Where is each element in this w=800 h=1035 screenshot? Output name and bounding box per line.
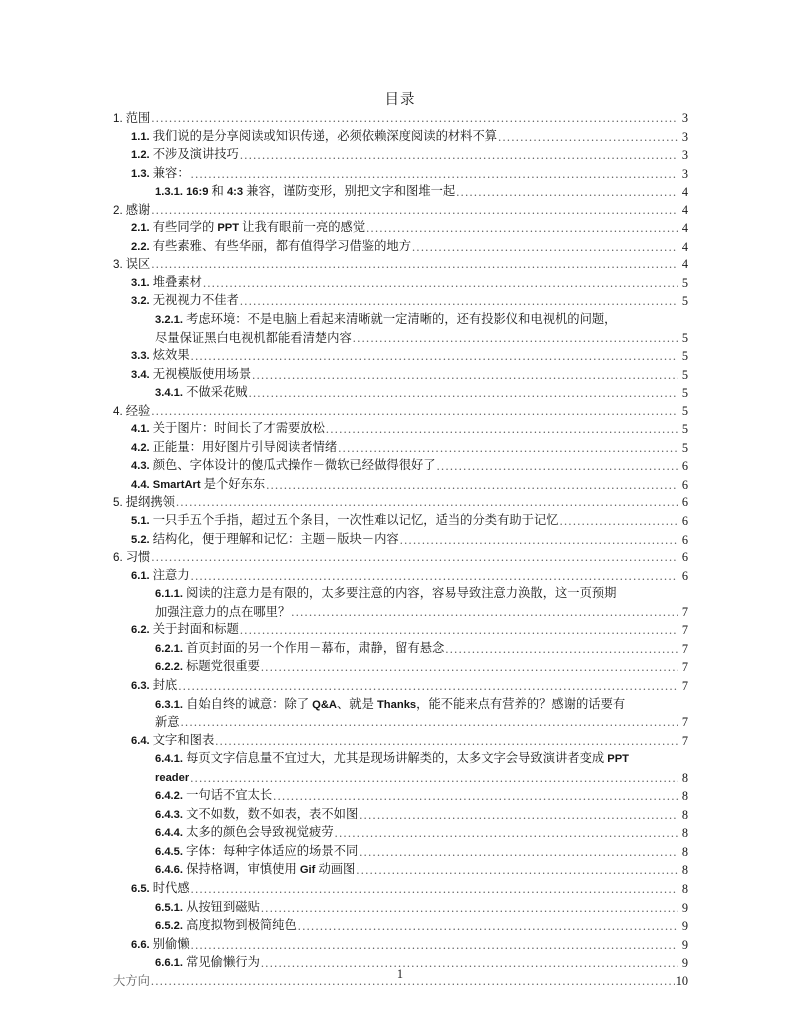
toc-page-number: 7 <box>681 604 688 619</box>
toc-entry-label <box>131 238 411 257</box>
toc-entry-number: 6.3. <box>131 679 150 692</box>
toc-page-number: 5 <box>681 367 688 382</box>
toc-page-number: 6 <box>681 495 688 510</box>
toc-entry-number: 6.6. <box>131 938 150 951</box>
toc-leader-dots <box>203 279 678 292</box>
toc-entry-number: 6. <box>113 551 123 565</box>
toc-entry[interactable] <box>131 457 688 476</box>
toc-entry-text: 注意力 <box>152 567 190 582</box>
toc-page-number: 10 <box>675 973 688 988</box>
toc-entry-number: 3.2. <box>131 295 150 308</box>
toc-entry-number: 3.2.1. <box>155 314 183 327</box>
toc-entry-number: 6.1. <box>131 569 150 582</box>
toc-entry-number: 6.2.1. <box>155 642 183 655</box>
toc-entry-label <box>155 917 297 936</box>
toc-entry-number: 2. <box>113 203 123 217</box>
toc-entry-label <box>131 128 497 147</box>
toc-entry-number: 6.6.1. <box>155 957 183 970</box>
toc-page-number: 8 <box>681 770 688 785</box>
toc-entry-number: 6.4.6. <box>155 864 183 877</box>
toc-page-number: 5 <box>681 294 688 309</box>
toc-entry-number: 6.3.1. <box>155 698 183 711</box>
toc-leader-dots <box>191 170 678 183</box>
toc-page-number: 6 <box>681 459 688 474</box>
toc-entry-text: 文不如数，数不如表，表不如图 <box>186 806 359 821</box>
toc-entry-number: 2.2. <box>131 240 150 253</box>
toc-entry-continuation <box>155 769 688 788</box>
toc-entry-text: 16:9 和 4:3 兼容，谨防变形，别把文字和图堆一起 <box>186 184 456 199</box>
toc-leader-dots <box>359 848 678 861</box>
toc-leader-dots <box>181 719 678 732</box>
toc-entry[interactable] <box>155 183 688 202</box>
toc-entry-text: reader <box>155 771 190 784</box>
toc-leader-dots <box>240 298 678 311</box>
toc-entry-number: 6.1.1. <box>155 588 183 601</box>
toc-entry[interactable] <box>131 146 688 165</box>
toc-leader-dots <box>151 407 678 420</box>
toc-entry-label <box>113 256 150 274</box>
toc-leader-dots <box>456 189 678 202</box>
toc-entry[interactable] <box>131 621 688 640</box>
toc-entry[interactable] <box>155 806 688 825</box>
toc-entry-label <box>155 843 358 862</box>
toc-entry-number: 3.3. <box>131 350 150 363</box>
toc-page-number: 8 <box>681 863 688 878</box>
toc-entry[interactable] <box>155 640 688 659</box>
toc-entry-number: 4.2. <box>131 441 150 454</box>
toc-entry-text: 堆叠素材 <box>152 274 202 289</box>
toc-page-number: 8 <box>681 826 688 841</box>
toc-leader-dots <box>191 572 678 585</box>
toc-entry-label <box>155 384 248 403</box>
toc-entry-number: 3.4.1. <box>155 387 183 400</box>
toc-leader-dots <box>412 243 678 256</box>
toc-entry[interactable] <box>113 202 688 220</box>
toc-entry-text: 封底 <box>152 677 178 692</box>
toc-page-number: 3 <box>681 166 688 181</box>
toc-entry-text: 每页文字信息量不宜过大，尤其是现场讲解类的，太多文字会导致演讲者变成 PPT <box>186 751 630 766</box>
toc-entry-number: 4.4. <box>131 478 150 491</box>
toc-leader-dots <box>338 444 678 457</box>
toc-entry-label <box>155 806 358 825</box>
toc-entry-continuation <box>155 714 688 732</box>
toc-entry-number: 6.4.5. <box>155 845 183 858</box>
toc-entry-label <box>131 512 559 531</box>
toc-entry-text: 文字和图表 <box>152 732 215 747</box>
toc-entry-continuation <box>155 604 688 622</box>
toc-page-number: 4 <box>681 221 688 236</box>
toc-entry-label <box>131 457 436 476</box>
toc-entry[interactable] <box>155 787 688 806</box>
toc-page-number: 8 <box>681 881 688 896</box>
toc-leader-dots <box>215 737 678 750</box>
toc-entry-label <box>131 165 190 184</box>
toc-entry-text: 颜色、字体设计的傻瓜式操作－微软已经做得很好了 <box>152 458 436 473</box>
table-of-contents <box>113 110 688 990</box>
toc-entry-text: 有些素雅、有些华丽，都有值得学习借鉴的地方 <box>152 238 411 253</box>
toc-entry-label <box>131 880 190 899</box>
toc-entry-number: 5.1. <box>131 515 150 528</box>
toc-entry-label <box>113 494 175 512</box>
toc-entry-number: 5. <box>113 496 123 510</box>
toc-entry-label <box>131 936 190 955</box>
toc-entry-number: 3. <box>113 258 123 272</box>
toc-entry-text: 习惯 <box>125 550 151 565</box>
toc-leader-dots <box>359 811 678 824</box>
toc-entry[interactable] <box>155 585 688 621</box>
toc-entry-label <box>113 202 150 220</box>
toc-entry-number: 3.1. <box>131 276 150 289</box>
toc-page-number: 5 <box>681 275 688 290</box>
toc-page-number: 7 <box>681 733 688 748</box>
toc-page-number: 4 <box>681 239 688 254</box>
toc-leader-dots <box>498 133 678 146</box>
toc-entry-label <box>131 732 214 751</box>
toc-entry-label <box>155 899 260 918</box>
toc-entry[interactable] <box>131 420 688 439</box>
toc-page-number: 5 <box>681 386 688 401</box>
toc-entry[interactable] <box>155 311 688 347</box>
toc-entry-text: 关于图片：时间长了才需要放松 <box>152 421 325 436</box>
page-title: 目录 <box>384 92 416 108</box>
toc-page-number: 7 <box>681 623 688 638</box>
toc-entry[interactable] <box>131 476 688 495</box>
toc-entry-number: 1.1. <box>131 130 150 143</box>
toc-entry-text: 提纲携领 <box>125 495 175 510</box>
toc-entry-number: 6.4. <box>131 734 150 747</box>
toc-entry-label <box>113 549 150 567</box>
toc-entry[interactable] <box>113 549 688 567</box>
toc-entry[interactable] <box>131 512 688 531</box>
toc-entry-label <box>155 696 688 715</box>
toc-leader-dots <box>190 774 678 787</box>
toc-entry-text: 正能量：用好图片引导阅读者情绪 <box>152 439 338 454</box>
toc-entry[interactable] <box>155 696 688 732</box>
toc-leader-dots <box>252 371 678 384</box>
toc-entry[interactable] <box>155 384 688 403</box>
toc-entry-label <box>131 476 265 495</box>
toc-leader-dots <box>366 225 678 238</box>
toc-entry-label <box>155 585 688 604</box>
toc-entry-number: 4.3. <box>131 460 150 473</box>
toc-page-number: 8 <box>681 789 688 804</box>
toc-entry-text: 标题党很重要 <box>186 659 260 674</box>
toc-entry-text: 有些同学的 PPT 让我有眼前一亮的感觉 <box>152 220 366 235</box>
toc-page-number: 6 <box>681 532 688 547</box>
toc-entry[interactable] <box>131 347 688 366</box>
toc-entry-label <box>131 439 337 458</box>
toc-entry[interactable] <box>131 531 688 550</box>
toc-leader-dots <box>151 554 678 567</box>
toc-page-number: 7 <box>681 678 688 693</box>
toc-entry-text: 高度拟物到极简纯色 <box>186 918 297 933</box>
toc-leader-dots <box>240 627 678 640</box>
toc-leader-dots <box>249 390 678 403</box>
toc-entry-text: 结构化，便于理解和记忆：主题－版块－内容 <box>152 531 399 546</box>
toc-entry[interactable] <box>155 843 688 862</box>
toc-entry-number: 6.5.1. <box>155 901 183 914</box>
toc-entry-text: 大方向 <box>113 973 150 988</box>
toc-leader-dots <box>356 867 678 880</box>
toc-entry-number: 1.3.1. <box>155 186 183 199</box>
toc-entry-text: 时代感 <box>152 880 190 895</box>
toc-leader-dots <box>273 793 678 806</box>
toc-entry[interactable] <box>155 899 688 918</box>
toc-entry-text: 无视视力不佳者 <box>152 293 239 308</box>
toc-entry-number: 6.2.2. <box>155 661 183 674</box>
toc-entry[interactable] <box>113 494 688 512</box>
toc-entry[interactable] <box>113 403 688 421</box>
toc-entry[interactable] <box>113 110 688 128</box>
toc-page-number: 8 <box>681 844 688 859</box>
toc-entry-label <box>131 292 239 311</box>
toc-entry-text: 加强注意力的点在哪里？ <box>155 604 291 619</box>
toc-entry-text: 炫效果 <box>152 348 190 363</box>
toc-entry-continuation <box>155 330 688 348</box>
toc-entry-number: 3.4. <box>131 368 150 381</box>
toc-leader-dots <box>240 152 678 165</box>
toc-page-number: 9 <box>681 956 688 971</box>
toc-entry-text: 不做采花贼 <box>186 385 248 400</box>
toc-entry-text: 误区 <box>125 257 151 272</box>
toc-entry-number: 6.5. <box>131 882 150 895</box>
toc-page-number: 6 <box>681 477 688 492</box>
toc-entry-text: 字体：每种字体适应的场景不同 <box>186 843 359 858</box>
toc-page-number: 6 <box>681 550 688 565</box>
toc-leader-dots <box>191 941 678 954</box>
toc-entry[interactable] <box>131 238 688 257</box>
toc-entry-label <box>155 824 334 843</box>
toc-entry-label <box>155 183 455 202</box>
toc-entry-label <box>131 366 251 385</box>
toc-entry-label <box>155 658 260 677</box>
toc-entry[interactable] <box>155 824 688 843</box>
toc-leader-dots <box>298 923 678 936</box>
toc-entry-text: 首页封面的另一个作用－幕布，肃静，留有悬念 <box>186 640 445 655</box>
toc-entry[interactable] <box>131 936 688 955</box>
toc-entry-number: 6.5.2. <box>155 920 183 933</box>
page-number: 1 <box>396 967 404 981</box>
toc-entry-number: 6.2. <box>131 624 150 637</box>
toc-entry-text: 太多的颜色会导致视觉疲劳 <box>186 825 334 840</box>
toc-page-number: 4 <box>681 257 688 272</box>
toc-page-number: 7 <box>681 660 688 675</box>
toc-entry-number: 6.4.1. <box>155 753 183 766</box>
toc-entry-label <box>155 861 355 880</box>
toc-page-number: 9 <box>681 900 688 915</box>
toc-entry-text: 考虑环境：不是电脑上看起来清晰就一定清晰的，还有投影仪和电视机的问题， <box>186 312 617 327</box>
toc-entry-number: 4.1. <box>131 423 150 436</box>
toc-page-number: 8 <box>681 807 688 822</box>
toc-entry-label <box>131 420 325 439</box>
toc-entry-label <box>155 311 688 330</box>
toc-entry-label <box>113 110 150 128</box>
toc-entry[interactable] <box>131 880 688 899</box>
toc-entry-number: 1. <box>113 112 123 125</box>
toc-entry-label <box>131 621 239 640</box>
toc-leader-dots <box>335 830 678 843</box>
toc-entry-label <box>131 146 239 165</box>
toc-entry[interactable] <box>131 292 688 311</box>
toc-page-number: 6 <box>681 568 688 583</box>
toc-entry-number: 1.3. <box>131 167 150 180</box>
toc-leader-dots <box>353 334 678 347</box>
toc-entry-text: 感谢 <box>125 202 151 217</box>
toc-page-number: 5 <box>681 403 688 418</box>
toc-leader-dots <box>445 645 678 658</box>
toc-page-number: 5 <box>681 440 688 455</box>
toc-entry-text: SmartArt 是个好东东 <box>152 476 266 491</box>
toc-entry-text: 尽量保证黑白电视机都能看清楚内容 <box>155 330 352 345</box>
toc-entry-number: 6.4.2. <box>155 790 183 803</box>
toc-entry-text: 阅读的注意力是有限的，太多要注意的内容，容易导致注意力涣散，这一页预期 <box>186 586 617 601</box>
toc-entry[interactable] <box>131 439 688 458</box>
toc-entry[interactable] <box>131 567 688 586</box>
toc-entry-text: 新意 <box>155 715 180 730</box>
toc-entry[interactable] <box>131 274 688 293</box>
toc-entry-number: 5.2. <box>131 533 150 546</box>
toc-leader-dots <box>291 608 678 621</box>
toc-leader-dots <box>326 426 678 439</box>
toc-leader-dots <box>176 499 678 512</box>
toc-entry-label <box>155 640 444 659</box>
toc-page-number: 6 <box>681 514 688 529</box>
toc-entry-text: 自始自终的诚意：除了 Q&A、就是 Thanks，能不能来点有营养的？感谢的话要有 <box>186 696 626 711</box>
toc-page-number: 7 <box>681 715 688 730</box>
toc-page-number: 9 <box>681 937 688 952</box>
toc-page-number: 3 <box>681 129 688 144</box>
toc-entry[interactable] <box>155 917 688 936</box>
toc-leader-dots <box>178 683 678 696</box>
toc-entry-text: 一句话不宜太长 <box>186 788 273 803</box>
toc-leader-dots <box>400 536 678 549</box>
toc-entry-text: 别偷懒 <box>152 936 190 951</box>
toc-entry[interactable] <box>131 366 688 385</box>
toc-leader-dots <box>437 463 678 476</box>
toc-entry-number: 1.2. <box>131 149 150 162</box>
toc-entry-label <box>131 219 365 238</box>
toc-entry[interactable] <box>131 732 688 751</box>
toc-entry-label <box>131 274 202 293</box>
toc-page-number: 5 <box>681 349 688 364</box>
toc-entry[interactable] <box>113 256 688 274</box>
toc-entry[interactable] <box>155 658 688 677</box>
toc-entry-text: 从按钮到磁贴 <box>186 899 260 914</box>
toc-entry-text: 经验 <box>125 403 151 418</box>
toc-entry-label <box>131 677 177 696</box>
toc-entry[interactable] <box>155 750 688 787</box>
toc-entry-text: 我们说的是分享阅读或知识传递，必须依赖深度阅读的材料不算 <box>152 128 498 143</box>
toc-entry-text: 不涉及演讲技巧 <box>152 147 239 162</box>
toc-entry-label <box>131 567 190 586</box>
toc-page-number: 5 <box>681 422 688 437</box>
toc-page-number: 5 <box>681 330 688 345</box>
toc-leader-dots <box>151 261 678 274</box>
toc-entry-text: 范围 <box>125 111 151 125</box>
toc-leader-dots <box>560 518 678 531</box>
toc-entry-text: 常见偷懒行为 <box>186 955 260 970</box>
toc-entry-label <box>131 347 190 366</box>
toc-page-number: 3 <box>681 111 688 125</box>
toc-entry-text: 无视模版使用场景 <box>152 366 252 381</box>
toc-entry[interactable] <box>131 128 688 147</box>
toc-entry[interactable] <box>131 677 688 696</box>
toc-entry[interactable] <box>131 219 688 238</box>
toc-entry-number: 2.1. <box>131 222 150 235</box>
toc-leader-dots <box>191 886 678 899</box>
toc-page-number: 7 <box>681 641 688 656</box>
toc-entry-label <box>155 750 688 769</box>
toc-page-number: 4 <box>681 202 688 217</box>
toc-entry-text: 保持格调，审慎使用 Gif 动画图 <box>186 862 356 877</box>
toc-entry-text: 兼容： <box>152 165 190 180</box>
toc-page-number: 9 <box>681 919 688 934</box>
toc-entry-text: 关于封面和标题 <box>152 622 239 637</box>
toc-leader-dots <box>261 664 678 677</box>
toc-page-number: 3 <box>681 148 688 163</box>
toc-entry-number: 6.4.3. <box>155 808 183 821</box>
toc-entry-label <box>131 531 399 550</box>
toc-entry-label <box>155 787 272 806</box>
toc-entry-text: 一只手五个手指，超过五个条目，一次性难以记忆，适当的分类有助于记忆 <box>152 513 559 528</box>
toc-entry[interactable] <box>155 861 688 880</box>
toc-leader-dots <box>151 206 678 219</box>
toc-entry-number: 6.4.4. <box>155 827 183 840</box>
toc-leader-dots <box>261 904 678 917</box>
toc-entry-number: 4. <box>113 404 123 418</box>
toc-entry-label <box>113 403 150 421</box>
toc-entry[interactable] <box>131 165 688 184</box>
toc-leader-dots <box>266 481 678 494</box>
toc-leader-dots <box>151 115 678 128</box>
toc-page-number: 4 <box>681 185 688 200</box>
toc-leader-dots <box>191 353 678 366</box>
